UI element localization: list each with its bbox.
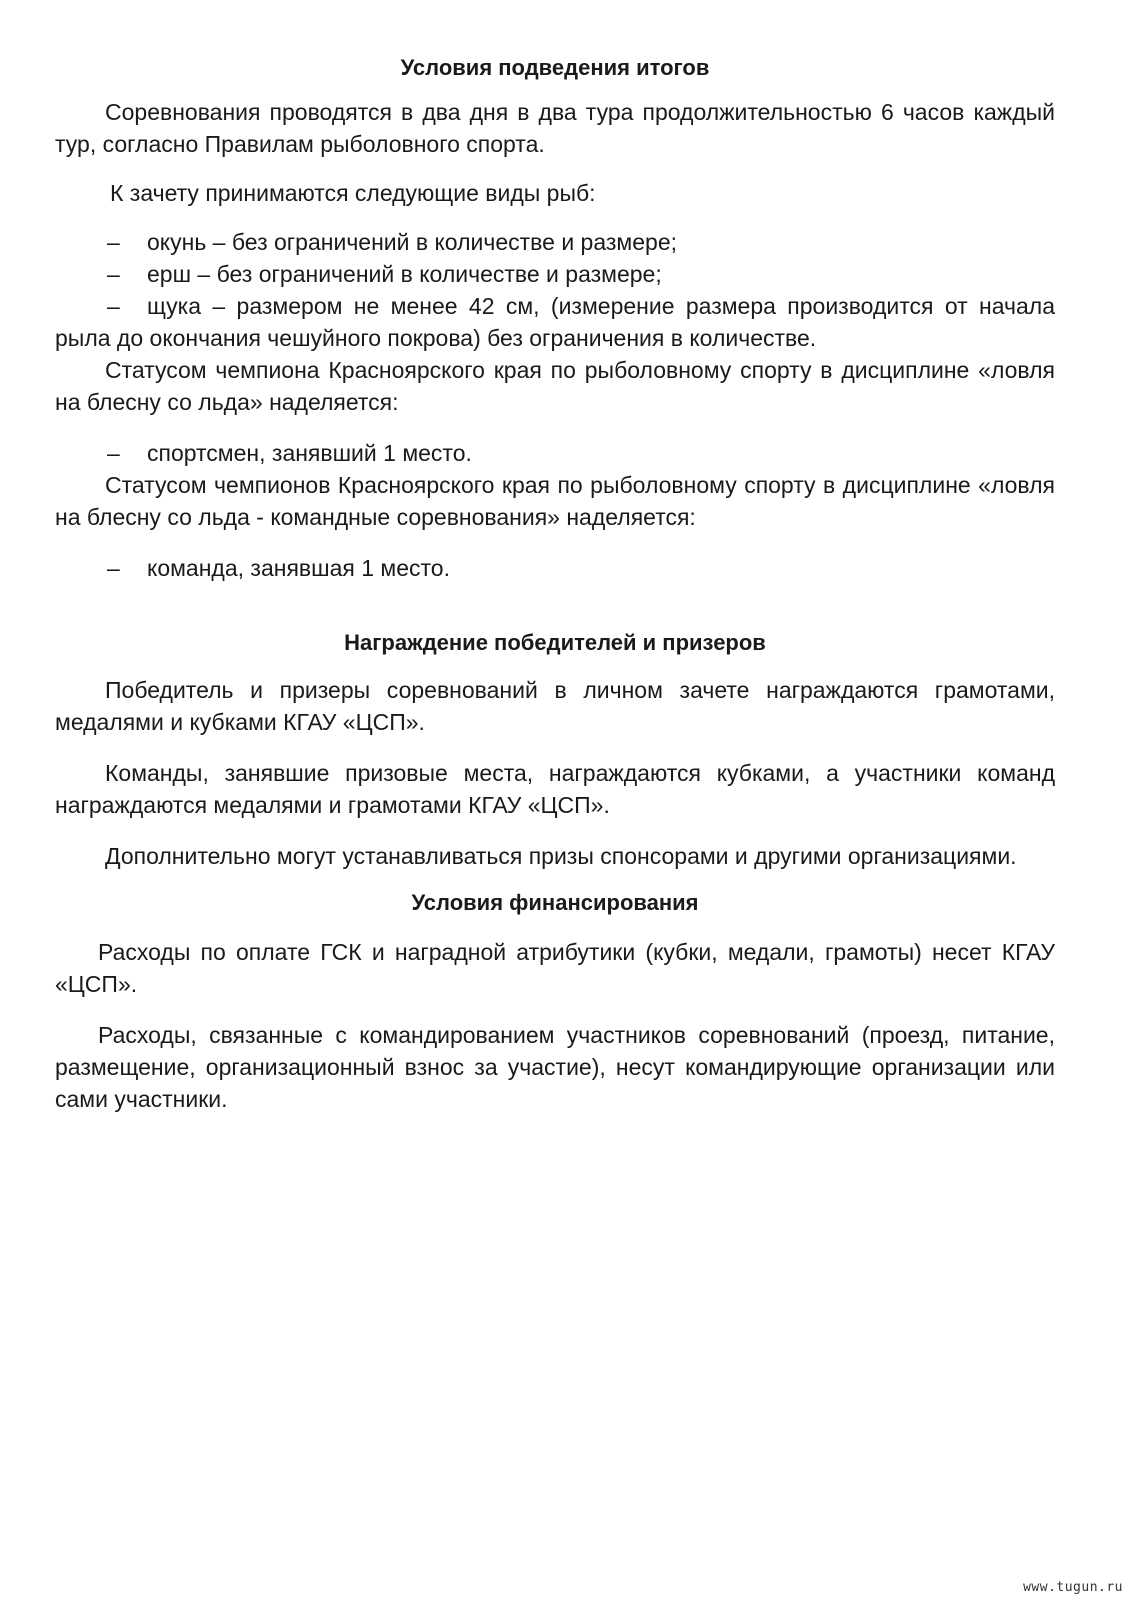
list-item-individual-winner (55, 437, 1055, 469)
list-item-pike (55, 290, 1055, 354)
document-page (55, 52, 1055, 1115)
list-item-ruff (55, 258, 1055, 290)
dash-marker: – (107, 261, 120, 287)
list-item-text: спортсмен, занявший 1 место. (147, 440, 472, 466)
dash-marker: – (107, 440, 120, 466)
watermark: www.tugun.ru (1023, 1580, 1123, 1595)
paragraph-gsk-expenses: Расходы по оплате ГСК и наградной атрибутики (кубки, медали, грамоты) несет КГАУ «ЦСП». (55, 939, 1055, 997)
list-item-text: щука – размером не менее 42 см, (измерение размера производится от начала рыла до окончания чешуйного покрова) без ограничения в количестве. (55, 293, 1055, 351)
dash-marker: – (107, 229, 120, 255)
paragraph-team-awards: Команды, занявшие призовые места, награждаются кубками, а участники команд награждаются медалями и грамотами КГАУ «ЦСП». (55, 760, 1055, 818)
paragraph-individual-awards: Победитель и призеры соревнований в личном зачете награждаются грамотами, медалями и кубками КГАУ «ЦСП». (55, 677, 1055, 735)
paragraph-champion-individual: Статусом чемпиона Красноярского края по рыболовному спорту в дисциплине «ловля на блесну со льда» наделяется: (55, 357, 1055, 415)
paragraph-sponsor-prizes: Дополнительно могут устанавливаться призы спонсорами и другими организациями. (105, 843, 1017, 869)
section-title-results: Условия подведения итогов (400, 55, 710, 80)
dash-marker: – (107, 293, 120, 319)
list-item-text: окунь – без ограничений в количестве и размере; (147, 229, 677, 255)
paragraph-champion-team: Статусом чемпионов Красноярского края по рыболовному спорту в дисциплине «ловля на блесну со льда - командные соревнования» наделяется: (55, 472, 1055, 530)
list-item-perch (55, 226, 1055, 258)
section-title-awards: Награждение победителей и призеров (344, 630, 766, 655)
list-item-team-winner (55, 552, 1055, 584)
list-item-text: команда, занявшая 1 место. (147, 555, 450, 581)
paragraph-fish-intro: К зачету принимаются следующие виды рыб: (110, 180, 596, 206)
paragraph-duration: Соревнования проводятся в два дня в два тура продолжительностью 6 часов каждый тур, согласно Правилам рыболовного спорта. (55, 99, 1055, 157)
paragraph-travel-expenses: Расходы, связанные с командированием участников соревнований (проезд, питание, размещение, организационный взнос за участие), несут командирующие организации или сами участники. (55, 1022, 1055, 1112)
list-item-text: ерш – без ограничений в количестве и размере; (147, 261, 662, 287)
section-title-financing: Условия финансирования (411, 890, 699, 915)
dash-marker: – (107, 555, 120, 581)
